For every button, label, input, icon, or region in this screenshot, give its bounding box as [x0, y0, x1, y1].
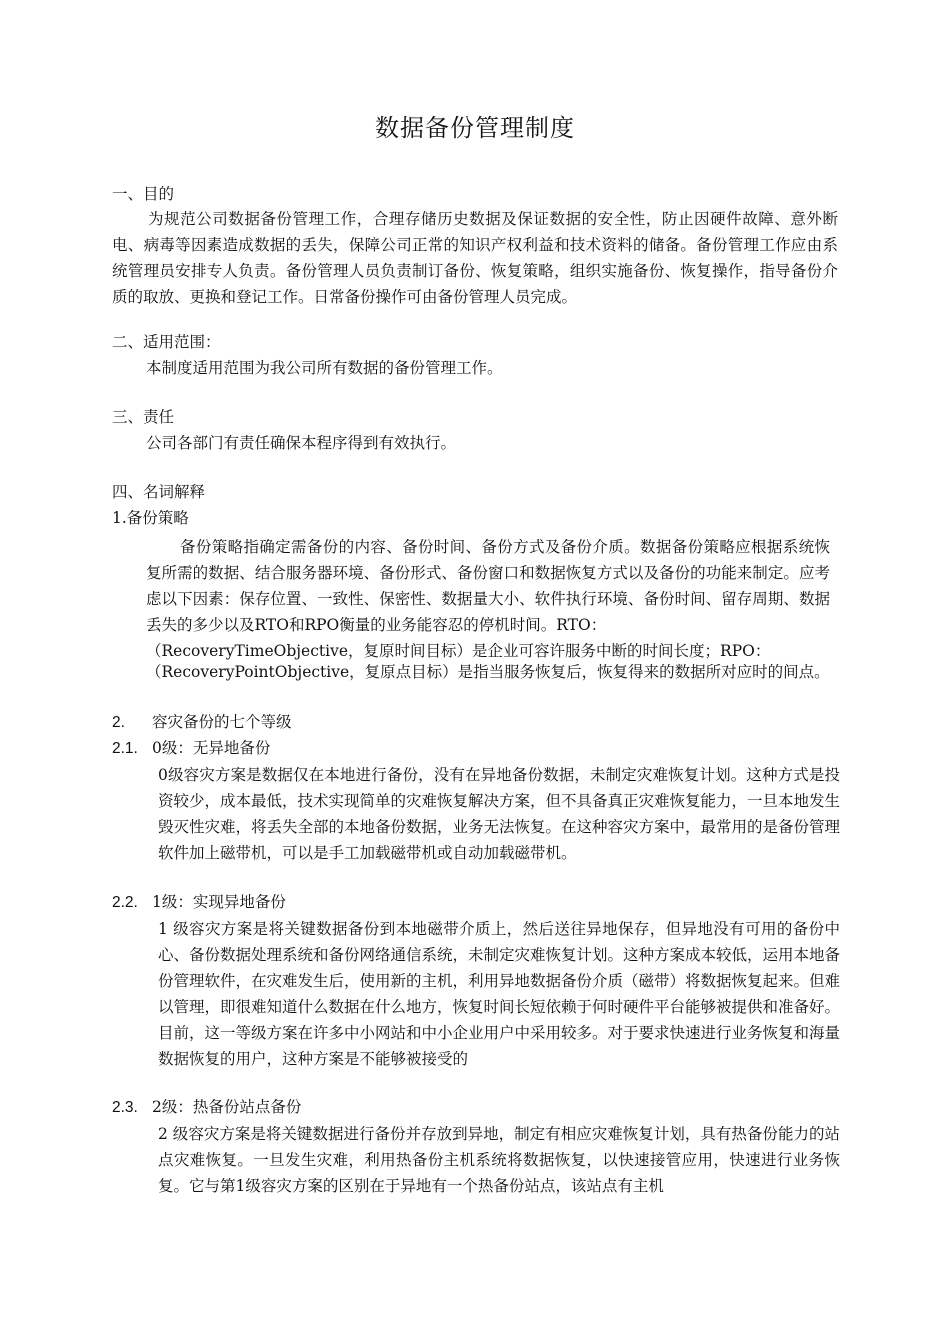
section-body-purpose: 为规范公司数据备份管理工作，合理存储历史数据及保证数据的安全性，防止因硬件故障、意外断电、病毒等因素造成数据的丢失，保障公司正常的知识产权利益和技术资料的储备。备份管理工作应由系统管理员安排专人负责。备份管理人员负责制订备份、恢复策略，组织实施备份、恢复操作，指导备份介质的取放、更换和登记工作。日常备份操作可由备份管理人员完成。 [112, 210, 838, 306]
rto-definition-line: （RecoveryTimeObjective，复原时间目标）是企业可容许服务中断的时间长度；RPO： [146, 642, 771, 660]
subsection-heading-backup-strategy: 1.备份策略 [112, 509, 189, 527]
dr-levels-number: 2. [112, 714, 125, 731]
section-heading-responsibility: 三、责任 [112, 408, 175, 426]
backup-strategy-text: 备份策略指确定需备份的内容、备份时间、备份方式及备份介质。数据备份策略应根据系统恢复所需的数据、结合服务器环境、备份形式、备份窗口和数据恢复方式以及备份的功能来制定。应考虑以下因素：保存位置、一致性、保密性、数据量大小、软件执行环境、备份时间、留存周期、数据丢失的多少以及RTO和RPO衡量的业务能容忍的停机时间。RTO： [146, 538, 830, 634]
level-title: 2级：热备份站点备份 [152, 1098, 302, 1116]
level-title: 1级：实现异地备份 [152, 893, 286, 911]
level-number: 2.1. [112, 740, 138, 757]
dr-levels-heading: 容灾备份的七个等级 [152, 713, 292, 731]
backup-strategy-body [146, 534, 830, 638]
section-body-responsibility: 公司各部门有责任确保本程序得到有效执行。 [146, 434, 457, 452]
section-heading-scope: 二、适用范围： [112, 333, 221, 351]
level-number: 2.2. [112, 894, 138, 911]
level-body-1: 1 级容灾方案是将关键数据备份到本地磁带介质上，然后送往异地保存，但异地没有可用的备份中心、备份数据处理系统和备份网络通信系统，未制定灾难恢复计划。这种方案成本较低，运用本地备份管理软件，在灾难发生后，使用新的主机，利用异地数据备份介质（磁带）将数据恢复起来。但难以管理，即很难知道什么数据在什么地方，恢复时间长短依赖于何时硬件平台能够被提供和准备好。目前，这一等级方案在许多中小网站和中小企业用户中采用较多。对于要求快速进行业务恢复和海量数据恢复的用户，这种方案是不能够被接受的 [158, 920, 841, 1068]
level-body-0: 0级容灾方案是数据仅在本地进行备份，没有在异地备份数据，未制定灾难恢复计划。这种方式是投资较少，成本最低，技术实现简单的灾难恢复解决方案，但不具备真正灾难恢复能力，一旦本地发生毁灭性灾难，将丢失全部的本地备份数据，业务无法恢复。在这种容灾方案中，最常用的是备份管理软件加上磁带机，可以是手工加载磁带机或自动加载磁带机。 [158, 766, 841, 862]
rpo-definition-line: （RecoveryPointObjective，复原点目标）是指当服务恢复后，恢复得来的数据所对应时的间点。 [146, 663, 830, 681]
level-body-2: 2 级容灾方案是将关键数据进行备份并存放到异地，制定有相应灾难恢复计划，具有热备份能力的站点灾难恢复。一旦发生灾难，利用热备份主机系统将数据恢复，以快速接管应用，快速进行业务恢复。它与第1级容灾方案的区别在于异地有一个热备份站点，该站点有主机 [158, 1125, 840, 1195]
section-heading-purpose: 一、目的 [112, 185, 175, 203]
section-body-scope: 本制度适用范围为我公司所有数据的备份管理工作。 [146, 359, 503, 377]
level-heading-0 [112, 735, 270, 762]
level-heading-1 [112, 889, 286, 916]
document-title: 数据备份管理制度 [375, 114, 575, 142]
level-title: 0级：无异地备份 [152, 739, 271, 757]
subsection-heading-dr-levels [112, 709, 292, 736]
level-heading-2 [112, 1094, 301, 1121]
section-heading-terms: 四、名词解释 [112, 483, 206, 501]
level-number: 2.3. [112, 1099, 138, 1116]
